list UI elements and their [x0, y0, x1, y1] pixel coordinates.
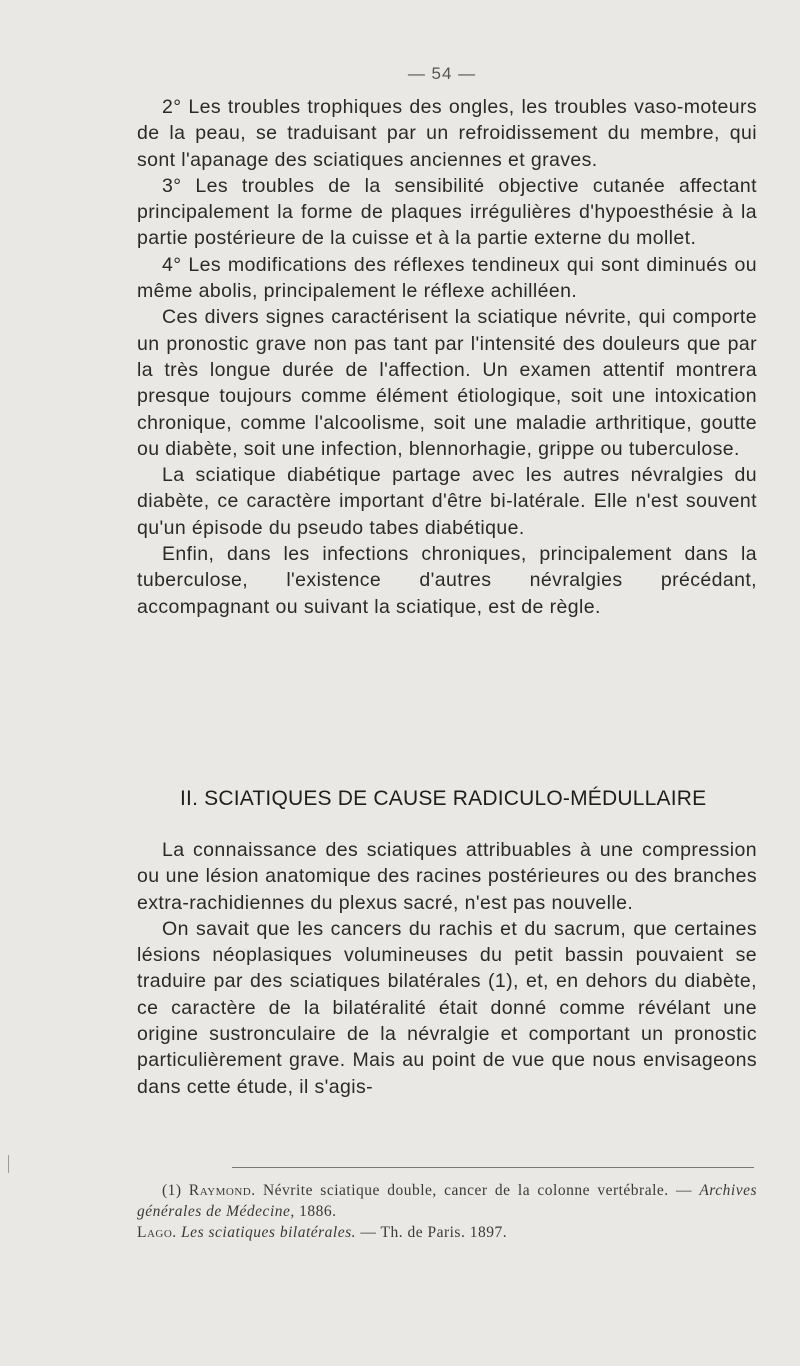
scan-edge-mark — [8, 1155, 9, 1173]
footnote-title: Les sciatiques bilatérales. — [181, 1224, 357, 1241]
paragraph: 3° Les troubles de la sensibilité objective cutanée affectant principalement la forme de plaques irrégulières d'hypoesthésie à la partie postérieure de la cuisse et à la partie externe du mollet. — [137, 174, 757, 250]
footnote-title: Névrite sciatique double, cancer de la colonne vertébrale. — — [262, 1182, 692, 1199]
footnote-divider — [232, 1167, 754, 1168]
paragraph: La connaissance des sciatiques attribuables à une compression ou une lésion anatomique des racines postérieures ou des branches extra-rachidiennes du plexus sacré, n'est pas nouvelle. — [137, 839, 757, 914]
footnote-author: Raymond. — [188, 1182, 256, 1199]
paragraph: On savait que les cancers du rachis et du sacrum, que certaines lésions néoplasiques volumineuses du petit bassin pouvaient se traduire par des sciatiques bilatérales (1), et, en dehors du diabète, ce caractère de la bilatéralité était donné comme révélant une origine sustronculaire de la névralgie et comportant un pronostic particulièrement grave. Mais au point de vue que nous envisageons dans cette étude, il s'agis- — [137, 917, 757, 1098]
paragraph: 4° Les modifications des réflexes tendineux qui sont diminués ou même abolis, principalement le réflexe achilléen. — [137, 253, 757, 303]
footnote-marker: (1) — [162, 1182, 182, 1199]
paragraph: Ces divers signes caractérisent la sciatique névrite, qui comporte un pronostic grave non pas tant par l'intensité des douleurs que par la très longue durée de l'affection. Un examen attentif montrera presque toujours comme élément étiologique, soit une intoxication chronique, comme l'alcoolisme, soit une maladie arthritique, goutte ou diabète, soit une infection, blennorhagie, grippe ou tuberculose. — [137, 306, 757, 460]
paragraph: Enfin, dans les infections chroniques, principalement dans la tuberculose, l'existence d'autres névralgies précédant, accompagnant ou suivant la sciatique, est de règle. — [137, 543, 757, 618]
body-text-after-heading — [137, 837, 757, 1100]
footnote-author: Lago. — [137, 1224, 177, 1241]
footnote-2 — [137, 1222, 757, 1243]
page-number: — 54 — — [407, 64, 477, 83]
body-text-before-heading — [137, 94, 757, 620]
paragraph: 2° Les troubles trophiques des ongles, les troubles vaso-moteurs de la peau, se traduisant par un refroidissement du membre, qui sont l'apanage des sciatiques anciennes et graves. — [137, 96, 757, 171]
footnote-journal: Archives générales de Médecine, — [137, 1182, 757, 1220]
paragraph: La sciatique diabétique partage avec les autres névralgies du diabète, ce caractère important d'être bi-latérale. Elle n'est souvent qu'un épisode du pseudo tabes diabétique. — [137, 464, 757, 539]
footnote-year: 1886. — [299, 1203, 337, 1220]
section-heading: II. SCIATIQUES DE CAUSE RADICULO-MÉDULLAIRE — [180, 787, 707, 810]
footnote-detail: — Th. de Paris. 1897. — [360, 1224, 508, 1241]
footnotes — [137, 1180, 757, 1243]
footnote-1 — [137, 1180, 757, 1222]
